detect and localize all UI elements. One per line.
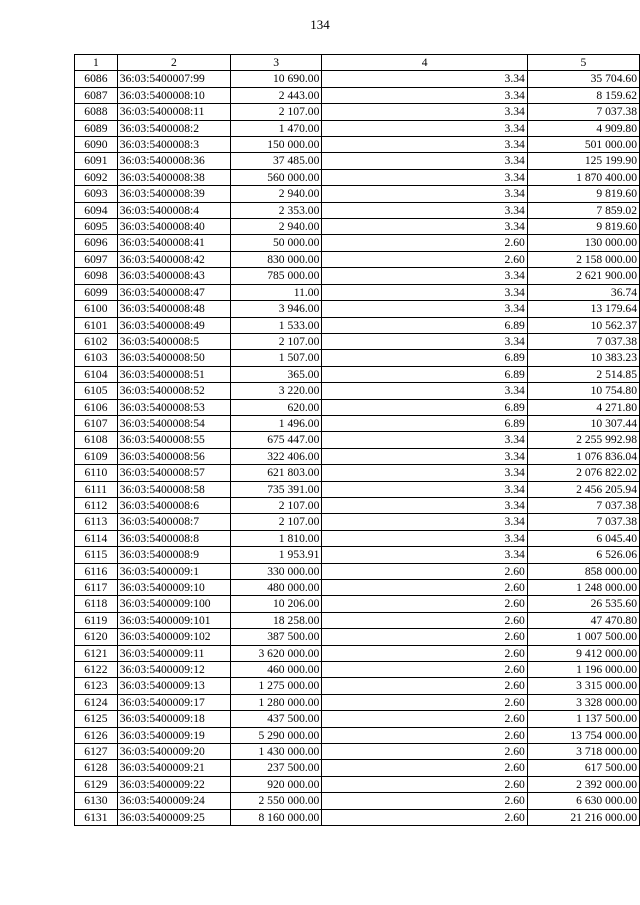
amount-cell: 36.74 xyxy=(527,284,639,300)
rate-cell: 3.34 xyxy=(322,219,527,235)
amount-cell: 7 037.38 xyxy=(527,333,639,349)
amount-cell: 1 870 400.00 xyxy=(527,169,639,185)
amount-cell: 7 037.38 xyxy=(527,497,639,513)
amount-cell: 4 909.80 xyxy=(527,120,639,136)
cadastral-number-cell: 36:03:5400008:8 xyxy=(117,530,230,546)
amount-cell: 130 000.00 xyxy=(527,235,639,251)
row-number-cell: 6107 xyxy=(75,415,118,431)
row-number-cell: 6101 xyxy=(75,317,118,333)
row-number-cell: 6095 xyxy=(75,219,118,235)
table-row xyxy=(75,104,640,120)
rate-cell: 2.60 xyxy=(322,563,527,579)
value-cell: 1 470.00 xyxy=(230,120,321,136)
value-cell: 460 000.00 xyxy=(230,662,321,678)
cadastral-number-cell: 36:03:5400009:102 xyxy=(117,629,230,645)
value-cell: 2 107.00 xyxy=(230,497,321,513)
rate-cell: 2.60 xyxy=(322,678,527,694)
amount-cell: 2 514.85 xyxy=(527,366,639,382)
value-cell: 10 206.00 xyxy=(230,596,321,612)
value-cell: 621 803.00 xyxy=(230,465,321,481)
row-number-cell: 6128 xyxy=(75,760,118,776)
amount-cell: 2 456 205.94 xyxy=(527,481,639,497)
value-cell: 10 690.00 xyxy=(230,71,321,87)
rate-cell: 3.34 xyxy=(322,268,527,284)
rate-cell: 3.34 xyxy=(322,333,527,349)
value-cell: 1 280 000.00 xyxy=(230,694,321,710)
value-cell: 11.00 xyxy=(230,284,321,300)
table-row xyxy=(75,580,640,596)
rate-cell: 2.60 xyxy=(322,629,527,645)
value-cell: 2 353.00 xyxy=(230,202,321,218)
table-row xyxy=(75,333,640,349)
table-row xyxy=(75,153,640,169)
amount-cell: 1 196 000.00 xyxy=(527,662,639,678)
row-number-cell: 6112 xyxy=(75,497,118,513)
row-number-cell: 6120 xyxy=(75,629,118,645)
row-number-cell: 6124 xyxy=(75,694,118,710)
rate-cell: 3.34 xyxy=(322,465,527,481)
table-row xyxy=(75,645,640,661)
rate-cell: 3.34 xyxy=(322,547,527,563)
amount-cell: 4 271.80 xyxy=(527,399,639,415)
row-number-cell: 6087 xyxy=(75,87,118,103)
rate-cell: 2.60 xyxy=(322,596,527,612)
row-number-cell: 6111 xyxy=(75,481,118,497)
row-number-cell: 6097 xyxy=(75,251,118,267)
amount-cell: 2 076 822.02 xyxy=(527,465,639,481)
cadastral-number-cell: 36:03:5400009:100 xyxy=(117,596,230,612)
cadastral-number-cell: 36:03:5400009:24 xyxy=(117,793,230,809)
amount-cell: 10 307.44 xyxy=(527,415,639,431)
rate-cell: 3.34 xyxy=(322,481,527,497)
row-number-cell: 6089 xyxy=(75,120,118,136)
table-row xyxy=(75,301,640,317)
cadastral-number-cell: 36:03:5400009:12 xyxy=(117,662,230,678)
rate-cell: 3.34 xyxy=(322,284,527,300)
rate-cell: 2.60 xyxy=(322,711,527,727)
amount-cell: 21 216 000.00 xyxy=(527,809,639,825)
value-cell: 5 290 000.00 xyxy=(230,727,321,743)
rate-cell: 2.60 xyxy=(322,662,527,678)
table-row xyxy=(75,120,640,136)
amount-cell: 3 315 000.00 xyxy=(527,678,639,694)
amount-cell: 2 255 992.98 xyxy=(527,432,639,448)
rate-cell: 3.34 xyxy=(322,301,527,317)
amount-cell: 13 754 000.00 xyxy=(527,727,639,743)
row-number-cell: 6096 xyxy=(75,235,118,251)
row-number-cell: 6093 xyxy=(75,186,118,202)
amount-cell: 1 137 500.00 xyxy=(527,711,639,727)
table-row xyxy=(75,678,640,694)
row-number-cell: 6108 xyxy=(75,432,118,448)
rate-cell: 6.89 xyxy=(322,350,527,366)
amount-cell: 6 526.06 xyxy=(527,547,639,563)
row-number-cell: 6109 xyxy=(75,448,118,464)
table-row xyxy=(75,219,640,235)
row-number-cell: 6121 xyxy=(75,645,118,661)
value-cell: 2 940.00 xyxy=(230,186,321,202)
value-cell: 37 485.00 xyxy=(230,153,321,169)
value-cell: 8 160 000.00 xyxy=(230,809,321,825)
amount-cell: 858 000.00 xyxy=(527,563,639,579)
amount-cell: 26 535.60 xyxy=(527,596,639,612)
row-number-cell: 6119 xyxy=(75,612,118,628)
amount-cell: 1 248 000.00 xyxy=(527,580,639,596)
header-row xyxy=(75,55,640,71)
rate-cell: 2.60 xyxy=(322,694,527,710)
table-body xyxy=(75,71,640,826)
table-row xyxy=(75,809,640,825)
table-row xyxy=(75,497,640,513)
table-row xyxy=(75,448,640,464)
data-table xyxy=(74,54,640,826)
row-number-cell: 6118 xyxy=(75,596,118,612)
value-cell: 480 000.00 xyxy=(230,580,321,596)
table-row xyxy=(75,776,640,792)
column-header-4: 4 xyxy=(322,55,527,71)
cadastral-number-cell: 36:03:5400007:99 xyxy=(117,71,230,87)
table-row xyxy=(75,71,640,87)
cadastral-number-cell: 36:03:5400008:2 xyxy=(117,120,230,136)
row-number-cell: 6113 xyxy=(75,514,118,530)
table-row xyxy=(75,727,640,743)
value-cell: 2 107.00 xyxy=(230,514,321,530)
value-cell: 785 000.00 xyxy=(230,268,321,284)
cadastral-number-cell: 36:03:5400008:10 xyxy=(117,87,230,103)
amount-cell: 7 859.02 xyxy=(527,202,639,218)
table-row xyxy=(75,481,640,497)
cadastral-number-cell: 36:03:5400008:55 xyxy=(117,432,230,448)
amount-cell: 3 328 000.00 xyxy=(527,694,639,710)
column-header-3: 3 xyxy=(230,55,321,71)
table-row xyxy=(75,547,640,563)
cadastral-number-cell: 36:03:5400009:10 xyxy=(117,580,230,596)
value-cell: 1 430 000.00 xyxy=(230,744,321,760)
value-cell: 1 496.00 xyxy=(230,415,321,431)
rate-cell: 3.34 xyxy=(322,104,527,120)
value-cell: 2 107.00 xyxy=(230,104,321,120)
table-row xyxy=(75,202,640,218)
value-cell: 1 533.00 xyxy=(230,317,321,333)
table-row xyxy=(75,514,640,530)
rate-cell: 3.34 xyxy=(322,71,527,87)
row-number-cell: 6099 xyxy=(75,284,118,300)
row-number-cell: 6102 xyxy=(75,333,118,349)
cadastral-number-cell: 36:03:5400008:54 xyxy=(117,415,230,431)
cadastral-number-cell: 36:03:5400009:20 xyxy=(117,744,230,760)
rate-cell: 3.34 xyxy=(322,87,527,103)
cadastral-number-cell: 36:03:5400009:11 xyxy=(117,645,230,661)
cadastral-number-cell: 36:03:5400008:4 xyxy=(117,202,230,218)
value-cell: 2 940.00 xyxy=(230,219,321,235)
table-row xyxy=(75,662,640,678)
amount-cell: 7 037.38 xyxy=(527,514,639,530)
value-cell: 18 258.00 xyxy=(230,612,321,628)
amount-cell: 6 630 000.00 xyxy=(527,793,639,809)
cadastral-number-cell: 36:03:5400008:58 xyxy=(117,481,230,497)
rate-cell: 3.34 xyxy=(322,202,527,218)
rate-cell: 2.60 xyxy=(322,612,527,628)
value-cell: 237 500.00 xyxy=(230,760,321,776)
cadastral-number-cell: 36:03:5400008:42 xyxy=(117,251,230,267)
table-row xyxy=(75,186,640,202)
value-cell: 3 620 000.00 xyxy=(230,645,321,661)
row-number-cell: 6130 xyxy=(75,793,118,809)
value-cell: 920 000.00 xyxy=(230,776,321,792)
table-row xyxy=(75,711,640,727)
cadastral-number-cell: 36:03:5400008:9 xyxy=(117,547,230,563)
table-row xyxy=(75,350,640,366)
column-header-1: 1 xyxy=(75,55,118,71)
rate-cell: 3.34 xyxy=(322,120,527,136)
row-number-cell: 6105 xyxy=(75,383,118,399)
cadastral-number-cell: 36:03:5400009:13 xyxy=(117,678,230,694)
row-number-cell: 6116 xyxy=(75,563,118,579)
rate-cell: 3.34 xyxy=(322,186,527,202)
table-row xyxy=(75,137,640,153)
cadastral-number-cell: 36:03:5400008:52 xyxy=(117,383,230,399)
amount-cell: 35 704.60 xyxy=(527,71,639,87)
cadastral-number-cell: 36:03:5400009:21 xyxy=(117,760,230,776)
value-cell: 3 220.00 xyxy=(230,383,321,399)
value-cell: 2 443.00 xyxy=(230,87,321,103)
row-number-cell: 6129 xyxy=(75,776,118,792)
rate-cell: 3.34 xyxy=(322,514,527,530)
page-number: 134 xyxy=(310,17,330,32)
table-row xyxy=(75,169,640,185)
table-row xyxy=(75,87,640,103)
cadastral-number-cell: 36:03:5400008:7 xyxy=(117,514,230,530)
amount-cell: 47 470.80 xyxy=(527,612,639,628)
value-cell: 1 810.00 xyxy=(230,530,321,546)
value-cell: 365.00 xyxy=(230,366,321,382)
cadastral-number-cell: 36:03:5400009:19 xyxy=(117,727,230,743)
row-number-cell: 6088 xyxy=(75,104,118,120)
column-header-2: 2 xyxy=(117,55,230,71)
table-row xyxy=(75,284,640,300)
table-row xyxy=(75,399,640,415)
row-number-cell: 6123 xyxy=(75,678,118,694)
row-number-cell: 6100 xyxy=(75,301,118,317)
value-cell: 620.00 xyxy=(230,399,321,415)
table-row xyxy=(75,317,640,333)
cadastral-number-cell: 36:03:5400008:38 xyxy=(117,169,230,185)
row-number-cell: 6106 xyxy=(75,399,118,415)
row-number-cell: 6117 xyxy=(75,580,118,596)
value-cell: 2 550 000.00 xyxy=(230,793,321,809)
amount-cell: 3 718 000.00 xyxy=(527,744,639,760)
table-row xyxy=(75,251,640,267)
cadastral-number-cell: 36:03:5400008:40 xyxy=(117,219,230,235)
cadastral-number-cell: 36:03:5400009:101 xyxy=(117,612,230,628)
cadastral-number-cell: 36:03:5400008:39 xyxy=(117,186,230,202)
value-cell: 322 406.00 xyxy=(230,448,321,464)
row-number-cell: 6091 xyxy=(75,153,118,169)
cadastral-number-cell: 36:03:5400009:1 xyxy=(117,563,230,579)
rate-cell: 2.60 xyxy=(322,645,527,661)
value-cell: 3 946.00 xyxy=(230,301,321,317)
value-cell: 830 000.00 xyxy=(230,251,321,267)
table-row xyxy=(75,432,640,448)
cadastral-number-cell: 36:03:5400008:3 xyxy=(117,137,230,153)
amount-cell: 10 383.23 xyxy=(527,350,639,366)
value-cell: 2 107.00 xyxy=(230,333,321,349)
value-cell: 50 000.00 xyxy=(230,235,321,251)
table-row xyxy=(75,415,640,431)
amount-cell: 8 159.62 xyxy=(527,87,639,103)
rate-cell: 3.34 xyxy=(322,432,527,448)
rate-cell: 2.60 xyxy=(322,793,527,809)
amount-cell: 9 412 000.00 xyxy=(527,645,639,661)
cadastral-number-cell: 36:03:5400009:18 xyxy=(117,711,230,727)
table-row xyxy=(75,744,640,760)
table-row xyxy=(75,612,640,628)
rate-cell: 6.89 xyxy=(322,366,527,382)
table-row xyxy=(75,694,640,710)
row-number-cell: 6103 xyxy=(75,350,118,366)
rate-cell: 3.34 xyxy=(322,137,527,153)
rate-cell: 3.34 xyxy=(322,448,527,464)
column-header-5: 5 xyxy=(527,55,639,71)
table-row xyxy=(75,760,640,776)
amount-cell: 1 076 836.04 xyxy=(527,448,639,464)
row-number-cell: 6127 xyxy=(75,744,118,760)
row-number-cell: 6125 xyxy=(75,711,118,727)
amount-cell: 13 179.64 xyxy=(527,301,639,317)
value-cell: 1 507.00 xyxy=(230,350,321,366)
cadastral-number-cell: 36:03:5400008:57 xyxy=(117,465,230,481)
amount-cell: 501 000.00 xyxy=(527,137,639,153)
rate-cell: 2.60 xyxy=(322,235,527,251)
row-number-cell: 6090 xyxy=(75,137,118,153)
amount-cell: 2 158 000.00 xyxy=(527,251,639,267)
table-row xyxy=(75,596,640,612)
rate-cell: 2.60 xyxy=(322,760,527,776)
table-row xyxy=(75,530,640,546)
cadastral-number-cell: 36:03:5400009:22 xyxy=(117,776,230,792)
row-number-cell: 6126 xyxy=(75,727,118,743)
amount-cell: 10 754.80 xyxy=(527,383,639,399)
cadastral-number-cell: 36:03:5400008:51 xyxy=(117,366,230,382)
row-number-cell: 6122 xyxy=(75,662,118,678)
cadastral-number-cell: 36:03:5400008:6 xyxy=(117,497,230,513)
cadastral-number-cell: 36:03:5400008:53 xyxy=(117,399,230,415)
row-number-cell: 6115 xyxy=(75,547,118,563)
row-number-cell: 6092 xyxy=(75,169,118,185)
value-cell: 675 447.00 xyxy=(230,432,321,448)
table-row xyxy=(75,563,640,579)
value-cell: 735 391.00 xyxy=(230,481,321,497)
rate-cell: 6.89 xyxy=(322,415,527,431)
rate-cell: 6.89 xyxy=(322,317,527,333)
table-row xyxy=(75,465,640,481)
value-cell: 330 000.00 xyxy=(230,563,321,579)
rate-cell: 6.89 xyxy=(322,399,527,415)
row-number-cell: 6098 xyxy=(75,268,118,284)
value-cell: 437 500.00 xyxy=(230,711,321,727)
amount-cell: 6 045.40 xyxy=(527,530,639,546)
cadastral-number-cell: 36:03:5400009:25 xyxy=(117,809,230,825)
value-cell: 1 275 000.00 xyxy=(230,678,321,694)
cadastral-number-cell: 36:03:5400008:43 xyxy=(117,268,230,284)
amount-cell: 125 199.90 xyxy=(527,153,639,169)
table-row xyxy=(75,383,640,399)
cadastral-number-cell: 36:03:5400008:48 xyxy=(117,301,230,317)
rate-cell: 2.60 xyxy=(322,580,527,596)
rate-cell: 2.60 xyxy=(322,727,527,743)
cadastral-number-cell: 36:03:5400008:11 xyxy=(117,104,230,120)
value-cell: 1 953.91 xyxy=(230,547,321,563)
amount-cell: 9 819.60 xyxy=(527,219,639,235)
table-row xyxy=(75,268,640,284)
value-cell: 560 000.00 xyxy=(230,169,321,185)
value-cell: 387 500.00 xyxy=(230,629,321,645)
amount-cell: 10 562.37 xyxy=(527,317,639,333)
row-number-cell: 6114 xyxy=(75,530,118,546)
rate-cell: 2.60 xyxy=(322,251,527,267)
rate-cell: 3.34 xyxy=(322,383,527,399)
cadastral-number-cell: 36:03:5400009:17 xyxy=(117,694,230,710)
row-number-cell: 6104 xyxy=(75,366,118,382)
rate-cell: 3.34 xyxy=(322,497,527,513)
cadastral-number-cell: 36:03:5400008:56 xyxy=(117,448,230,464)
amount-cell: 617 500.00 xyxy=(527,760,639,776)
amount-cell: 7 037.38 xyxy=(527,104,639,120)
amount-cell: 9 819.60 xyxy=(527,186,639,202)
cadastral-number-cell: 36:03:5400008:5 xyxy=(117,333,230,349)
row-number-cell: 6086 xyxy=(75,71,118,87)
table-row xyxy=(75,235,640,251)
rate-cell: 2.60 xyxy=(322,776,527,792)
rate-cell: 2.60 xyxy=(322,744,527,760)
row-number-cell: 6131 xyxy=(75,809,118,825)
row-number-cell: 6094 xyxy=(75,202,118,218)
amount-cell: 1 007 500.00 xyxy=(527,629,639,645)
rate-cell: 3.34 xyxy=(322,153,527,169)
amount-cell: 2 621 900.00 xyxy=(527,268,639,284)
amount-cell: 2 392 000.00 xyxy=(527,776,639,792)
rate-cell: 3.34 xyxy=(322,169,527,185)
cadastral-number-cell: 36:03:5400008:47 xyxy=(117,284,230,300)
table-row xyxy=(75,366,640,382)
table-row xyxy=(75,793,640,809)
rate-cell: 3.34 xyxy=(322,530,527,546)
value-cell: 150 000.00 xyxy=(230,137,321,153)
rate-cell: 2.60 xyxy=(322,809,527,825)
cadastral-number-cell: 36:03:5400008:41 xyxy=(117,235,230,251)
table-row xyxy=(75,629,640,645)
cadastral-number-cell: 36:03:5400008:50 xyxy=(117,350,230,366)
cadastral-number-cell: 36:03:5400008:49 xyxy=(117,317,230,333)
row-number-cell: 6110 xyxy=(75,465,118,481)
cadastral-number-cell: 36:03:5400008:36 xyxy=(117,153,230,169)
